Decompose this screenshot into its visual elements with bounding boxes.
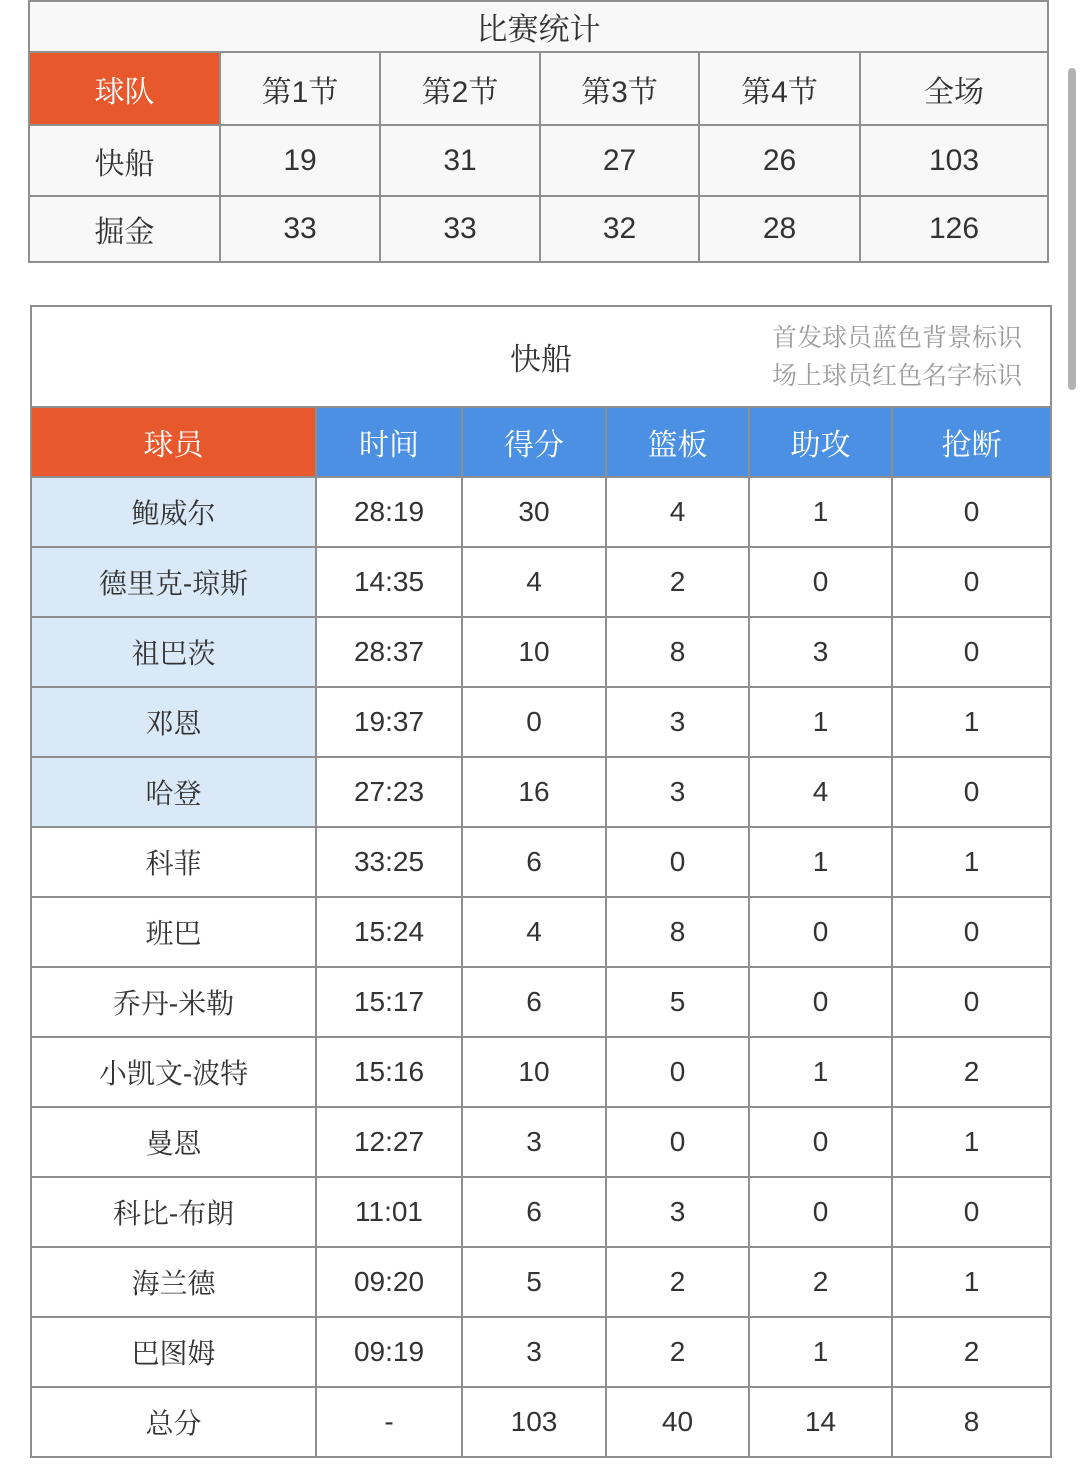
scoreboard-col-header: 第4节 — [699, 52, 860, 125]
player-stat-cell: 4 — [462, 897, 606, 967]
player-name-cell: 鲍威尔 — [31, 477, 316, 547]
player-stat-cell: 0 — [749, 1107, 892, 1177]
player-row — [31, 547, 1051, 617]
player-stat-cell: 2 — [606, 1247, 749, 1317]
scoreboard-col-header: 全场 — [860, 52, 1048, 125]
legend-line-oncourt: 场上球员红色名字标识 — [772, 361, 1023, 390]
player-stat-cell: 10 — [462, 1037, 606, 1107]
player-row — [31, 1107, 1051, 1177]
player-stat-cell: 15:24 — [316, 897, 462, 967]
player-stat-cell: 8 — [606, 897, 749, 967]
player-stat-cell: 09:19 — [316, 1317, 462, 1387]
player-stat-cell: 1 — [749, 1037, 892, 1107]
player-name-cell: 班巴 — [31, 897, 316, 967]
player-stat-cell: 0 — [749, 547, 892, 617]
player-stat-cell: 15:17 — [316, 967, 462, 1037]
player-name-cell: 哈登 — [31, 757, 316, 827]
player-stat-cell: 5 — [462, 1247, 606, 1317]
player-stat-cell: 3 — [462, 1107, 606, 1177]
player-col-header: 得分 — [462, 407, 606, 477]
team-name-cell: 掘金 — [29, 196, 220, 262]
team-score-cell: 33 — [380, 196, 540, 262]
player-stat-cell: 0 — [749, 897, 892, 967]
team-score-cell: 126 — [860, 196, 1048, 262]
player-stat-cell: 15:16 — [316, 1037, 462, 1107]
player-name-cell: 乔丹-米勒 — [31, 967, 316, 1037]
player-stat-cell: 103 — [462, 1387, 606, 1457]
player-stat-cell: 0 — [749, 967, 892, 1037]
player-stat-cell: 0 — [606, 1107, 749, 1177]
player-table-caption — [31, 306, 1051, 407]
starter-legend — [772, 319, 1022, 395]
player-stat-cell: 33:25 — [316, 827, 462, 897]
player-stat-cell: 1 — [749, 827, 892, 897]
team-score-cell: 32 — [540, 196, 699, 262]
team-score-cell: 31 — [380, 125, 540, 196]
player-stat-cell: 8 — [892, 1387, 1051, 1457]
player-stat-cell: 16 — [462, 757, 606, 827]
player-name-cell: 科比-布朗 — [31, 1177, 316, 1247]
team-score-cell: 27 — [540, 125, 699, 196]
player-stat-cell: 19:37 — [316, 687, 462, 757]
player-stat-cell: 0 — [606, 827, 749, 897]
player-row — [31, 1177, 1051, 1247]
scoreboard-title-row — [29, 1, 1048, 52]
team-name-cell: 快船 — [29, 125, 220, 196]
player-row — [31, 477, 1051, 547]
player-stats-table — [30, 305, 1052, 1458]
scoreboard-corner-header: 球队 — [29, 52, 220, 125]
player-row — [31, 1247, 1051, 1317]
player-row — [31, 897, 1051, 967]
player-stat-cell: 2 — [892, 1317, 1051, 1387]
player-row — [31, 827, 1051, 897]
player-col-header: 篮板 — [606, 407, 749, 477]
player-stat-cell: 27:23 — [316, 757, 462, 827]
player-stat-cell: 28:19 — [316, 477, 462, 547]
player-name-cell: 总分 — [31, 1387, 316, 1457]
player-name-cell: 巴图姆 — [31, 1317, 316, 1387]
scoreboard-title: 比赛统计 — [29, 1, 1048, 52]
player-stat-cell: 3 — [606, 687, 749, 757]
player-row — [31, 757, 1051, 827]
team-score-cell: 26 — [699, 125, 860, 196]
team-row — [29, 125, 1048, 196]
player-stat-cell: 4 — [749, 757, 892, 827]
player-col-header: 助攻 — [749, 407, 892, 477]
player-stat-cell: 5 — [606, 967, 749, 1037]
player-stat-cell: 0 — [892, 967, 1051, 1037]
team-score-cell: 19 — [220, 125, 380, 196]
player-name-cell: 曼恩 — [31, 1107, 316, 1177]
scrollbar-thumb[interactable] — [1068, 68, 1076, 390]
player-header-row — [31, 407, 1051, 477]
team-row — [29, 196, 1048, 262]
player-stat-cell: 40 — [606, 1387, 749, 1457]
player-table-caption-row — [31, 306, 1051, 407]
player-stat-cell: 1 — [749, 1317, 892, 1387]
player-stat-cell: 1 — [892, 1247, 1051, 1317]
player-stat-cell: 09:20 — [316, 1247, 462, 1317]
player-stat-cell: 8 — [606, 617, 749, 687]
player-col-header: 时间 — [316, 407, 462, 477]
player-stat-cell: 3 — [606, 757, 749, 827]
player-stat-cell: 2 — [892, 1037, 1051, 1107]
player-stat-cell: 0 — [892, 1177, 1051, 1247]
player-corner-header: 球员 — [31, 407, 316, 477]
player-stat-cell: 2 — [606, 547, 749, 617]
player-stat-cell: 0 — [892, 757, 1051, 827]
player-row — [31, 687, 1051, 757]
player-stat-cell: 0 — [749, 1177, 892, 1247]
player-stat-cell: - — [316, 1387, 462, 1457]
team-score-cell: 28 — [699, 196, 860, 262]
team-title: 快船 — [510, 342, 573, 377]
player-stat-cell: 14 — [749, 1387, 892, 1457]
player-name-cell: 小凯文-波特 — [31, 1037, 316, 1107]
player-stat-cell: 14:35 — [316, 547, 462, 617]
team-score-cell: 33 — [220, 196, 380, 262]
player-stat-cell: 1 — [892, 827, 1051, 897]
player-name-cell: 科菲 — [31, 827, 316, 897]
player-row — [31, 967, 1051, 1037]
player-stat-cell: 0 — [462, 687, 606, 757]
player-stat-cell: 4 — [462, 547, 606, 617]
legend-line-starters: 首发球员蓝色背景标识 — [772, 323, 1023, 352]
player-stat-cell: 3 — [749, 617, 892, 687]
player-name-cell: 德里克-琼斯 — [31, 547, 316, 617]
player-row — [31, 1387, 1051, 1457]
player-stat-cell: 2 — [749, 1247, 892, 1317]
player-stat-cell: 2 — [606, 1317, 749, 1387]
player-row — [31, 617, 1051, 687]
player-stat-cell: 12:27 — [316, 1107, 462, 1177]
player-name-cell: 海兰德 — [31, 1247, 316, 1317]
player-stat-cell: 1 — [892, 687, 1051, 757]
player-stat-cell: 3 — [606, 1177, 749, 1247]
player-stat-cell: 28:37 — [316, 617, 462, 687]
player-stat-cell: 6 — [462, 1177, 606, 1247]
player-name-cell: 邓恩 — [31, 687, 316, 757]
player-stat-cell: 0 — [892, 477, 1051, 547]
player-row — [31, 1037, 1051, 1107]
player-stat-cell: 6 — [462, 827, 606, 897]
player-stat-cell: 3 — [462, 1317, 606, 1387]
player-stat-cell: 6 — [462, 967, 606, 1037]
scoreboard-table — [28, 0, 1049, 263]
player-stat-cell: 1 — [749, 687, 892, 757]
player-stat-cell: 1 — [892, 1107, 1051, 1177]
team-score-cell: 103 — [860, 125, 1048, 196]
scoreboard-header-row — [29, 52, 1048, 125]
player-stat-cell: 0 — [892, 617, 1051, 687]
player-stat-cell: 0 — [606, 1037, 749, 1107]
player-stat-cell: 1 — [749, 477, 892, 547]
player-stat-cell: 0 — [892, 897, 1051, 967]
player-stat-cell: 0 — [892, 547, 1051, 617]
player-col-header: 抢断 — [892, 407, 1051, 477]
player-stat-cell: 10 — [462, 617, 606, 687]
scoreboard-col-header: 第3节 — [540, 52, 699, 125]
player-name-cell: 祖巴茨 — [31, 617, 316, 687]
player-stat-cell: 30 — [462, 477, 606, 547]
scoreboard-col-header: 第2节 — [380, 52, 540, 125]
player-stat-cell: 4 — [606, 477, 749, 547]
player-stat-cell: 11:01 — [316, 1177, 462, 1247]
scoreboard-col-header: 第1节 — [220, 52, 380, 125]
player-row — [31, 1317, 1051, 1387]
